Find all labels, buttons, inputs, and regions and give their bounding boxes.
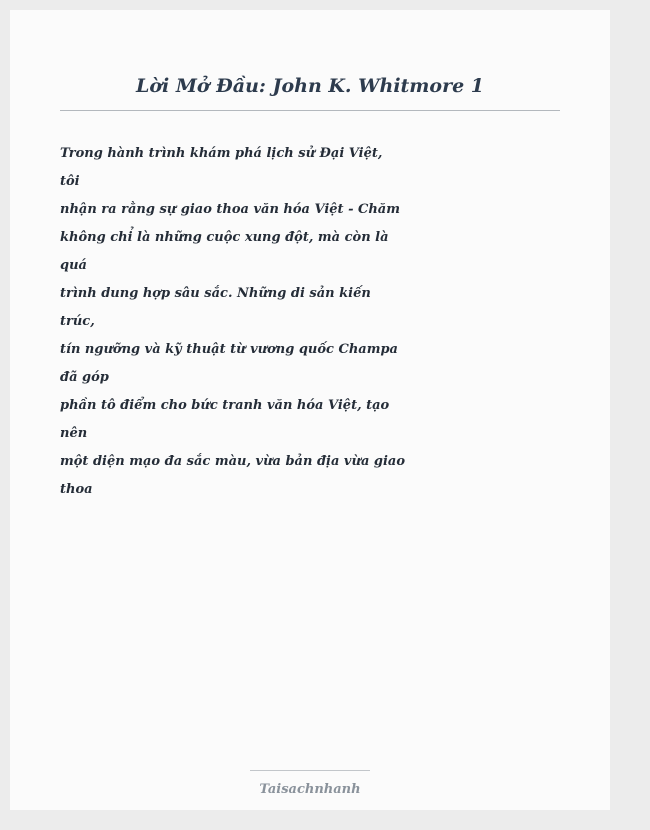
body-paragraph bbox=[60, 140, 406, 504]
body-line: tôi bbox=[60, 174, 80, 189]
footer-divider bbox=[250, 770, 370, 771]
body-line: tín ngưỡng và kỹ thuật từ vương quốc Champa bbox=[60, 342, 398, 357]
footer-label: Taisachnhanh bbox=[259, 782, 361, 797]
body-line: một diện mạo đa sắc màu, vừa bản địa vừa giao bbox=[60, 454, 406, 469]
body-line: Trong hành trình khám phá lịch sử Đại Việt, bbox=[60, 146, 383, 161]
title-divider bbox=[60, 110, 560, 111]
body-line: thoa bbox=[60, 482, 93, 497]
body-line: đã góp bbox=[60, 370, 109, 385]
body-line: quá bbox=[60, 258, 87, 273]
body-line: nhận ra rằng sự giao thoa văn hóa Việt - Chăm bbox=[60, 202, 400, 217]
body-line: phần tô điểm cho bức tranh văn hóa Việt, tạo bbox=[60, 398, 390, 413]
body-line: trúc, bbox=[60, 314, 95, 329]
body-line: không chỉ là những cuộc xung đột, mà còn là bbox=[60, 230, 389, 245]
body-line: trình dung hợp sâu sắc. Những di sản kiến bbox=[60, 286, 371, 301]
page-title: Lời Mở Đầu: John K. Whitmore 1 bbox=[135, 75, 485, 97]
body-line: nên bbox=[60, 426, 88, 441]
document-page bbox=[10, 10, 610, 810]
